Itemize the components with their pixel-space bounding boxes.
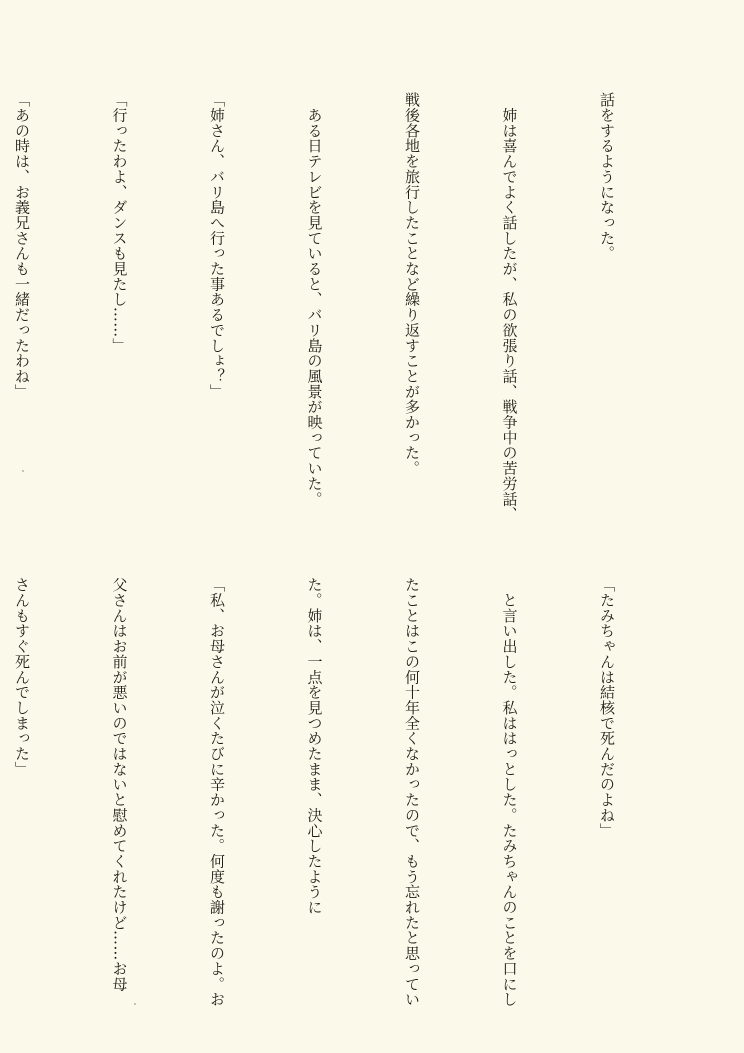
text-line: さんもすぐ死んでしまった」 [13, 577, 31, 777]
text-line: 話をするようになった。 [598, 92, 616, 261]
upper-text-block [0, 92, 688, 562]
lower-text-block [0, 577, 688, 1037]
text-line: 「あの時は、お義兄さんも一緒だったわね」 [13, 92, 31, 399]
text-line: ある日テレビを見ていると、バリ島の風景が映っていた。 [305, 92, 324, 507]
text-line: 「たみちゃんは結核で死んだのよね」 [598, 577, 616, 838]
text-line: たことはこの何十年全くなかったので、もう忘れたと思ってい [403, 577, 421, 1007]
text-line: 「私、お母さんが泣くたびに辛かった。何度も謝ったのよ。お [208, 577, 226, 1007]
text-line: と言い出した。私ははっとした。たみちゃんのことを口にし [500, 577, 519, 1007]
text-line: 「姉さん、バリ島へ行った事あるでしょ？」 [208, 92, 226, 399]
paper-speck [22, 470, 24, 472]
text-line: 「行ったわよ、ダンスも見たし……」 [110, 92, 129, 353]
text-line: 戦後各地を旅行したことなど繰り返すことが多かった。 [403, 92, 421, 476]
text-line: 父さんはお前が悪いのではないと慰めてくれたけど……お母 [110, 577, 129, 992]
text-line: 姉は喜んでよく話したが、私の欲張り話、戦争中の苦労話、 [500, 92, 519, 522]
paper-speck [134, 1003, 136, 1005]
text-line: た。姉は、一点を見つめたまま、決心したように [305, 577, 324, 915]
